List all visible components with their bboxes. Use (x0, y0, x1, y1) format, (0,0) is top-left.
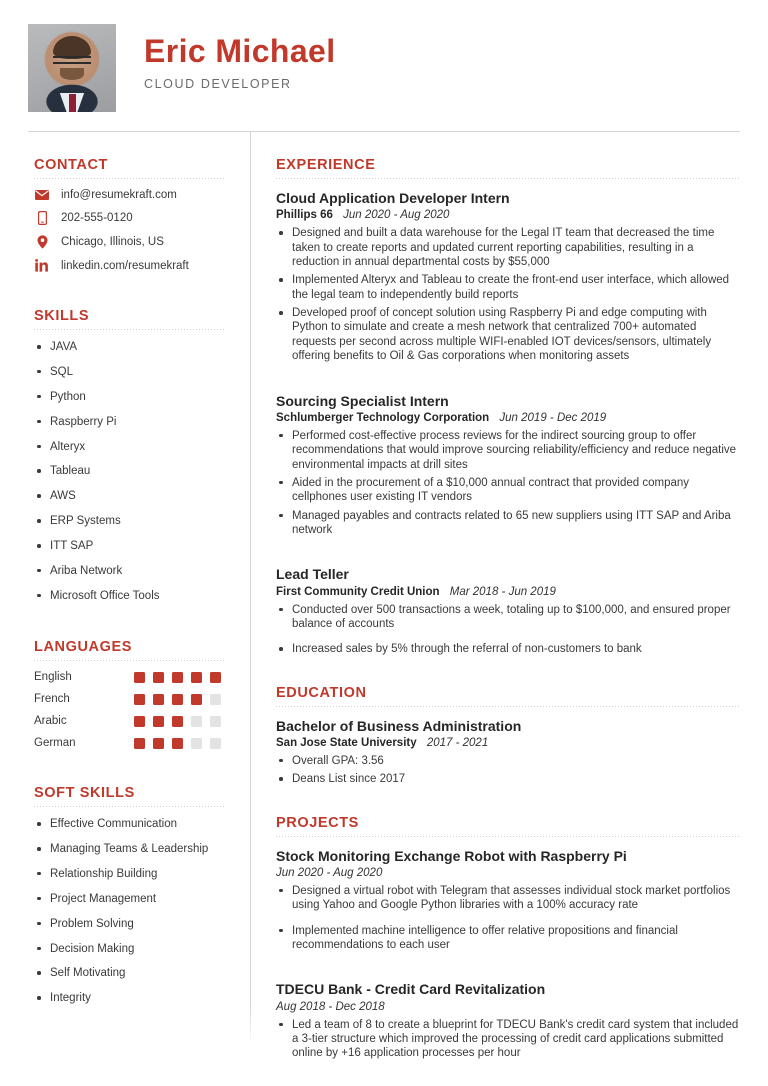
rating-square-filled (153, 694, 164, 705)
entry-dates: Aug 2018 - Dec 2018 (276, 1000, 385, 1013)
rating-square-filled (172, 738, 183, 749)
education-heading: EDUCATION (276, 684, 367, 701)
entry-meta (276, 586, 740, 598)
rating-square-filled (134, 694, 145, 705)
rating-square-filled (210, 672, 221, 683)
rating-square-filled (134, 716, 145, 727)
language-name: German (34, 737, 76, 750)
list-item: Project Management (34, 892, 224, 906)
contact-value: 202-555-0120 (61, 212, 133, 224)
contact-item-location[interactable] (34, 235, 224, 249)
list-item: Decision Making (34, 942, 224, 956)
rating-square-filled (172, 716, 183, 727)
rating-square-filled (191, 672, 202, 683)
spacer (34, 286, 224, 308)
experience-entry (276, 189, 740, 364)
language-name: English (34, 671, 72, 684)
languages-list (34, 671, 224, 749)
location-pin-icon (34, 235, 50, 249)
list-item: Raspberry Pi (34, 415, 224, 429)
list-item: ERP Systems (34, 514, 224, 528)
experience-heading: EXPERIENCE (276, 157, 376, 173)
rating-square-filled (134, 738, 145, 749)
experience-entry (276, 392, 740, 538)
entry-meta (276, 412, 740, 424)
education-section (276, 685, 740, 787)
list-item: Designed and built a data warehouse for the Legal IT team that decreased the time taken to create reports and updated current reporting capabilities, resulting in a reduction in annual departmental costs by $55,000 (276, 226, 740, 269)
list-item: Led a team of 8 to create a blueprint for TDECU Bank's credit card system that included a 3-tier structure which improved the processing of credit card applications submitted online by +16 application processes per hour (276, 1018, 740, 1061)
entry-title: Lead Teller (276, 566, 349, 583)
sidebar (0, 147, 250, 1075)
list-item: Relationship Building (34, 867, 224, 881)
rating-square-filled (172, 694, 183, 705)
rating-square-filled (134, 672, 145, 683)
list-item: AWS (34, 489, 224, 503)
main-column (250, 147, 768, 1075)
list-item: SQL (34, 365, 224, 379)
list-item: ITT SAP (34, 539, 224, 553)
language-row (34, 737, 224, 749)
rating-square-filled (191, 694, 202, 705)
entry-title: Sourcing Specialist Intern (276, 392, 449, 409)
language-row (34, 715, 224, 727)
language-name: Arabic (34, 715, 67, 728)
linkedin-icon (34, 259, 50, 272)
section-rule (276, 836, 740, 837)
section-rule (34, 806, 224, 807)
photo-tie (69, 94, 75, 112)
rating-square-empty (210, 694, 221, 705)
projects-heading: PROJECTS (276, 814, 359, 831)
rating-square-filled (172, 672, 183, 683)
column-divider (250, 131, 251, 1045)
entry-bullets (276, 884, 740, 953)
list-item: Overall GPA: 3.56 (276, 754, 740, 768)
header-divider (28, 131, 740, 132)
projects-section (276, 815, 740, 1061)
profile-photo (28, 24, 116, 112)
language-rating (134, 694, 221, 705)
entry-org: San Jose State University (276, 736, 417, 749)
rating-square-empty (191, 738, 202, 749)
spacer (276, 551, 740, 565)
skills-section (34, 308, 224, 603)
languages-section (34, 639, 224, 749)
entry-meta (276, 737, 740, 749)
soft-skills-heading: SOFT SKILLS (34, 785, 135, 802)
project-entry (276, 847, 740, 953)
photo-beard (60, 68, 85, 80)
rating-square-filled (153, 738, 164, 749)
list-item: Tableau (34, 464, 224, 478)
resume-body (0, 131, 768, 1075)
phone-icon (34, 211, 50, 225)
entry-dates: Jun 2020 - Aug 2020 (276, 866, 383, 879)
list-item: Aided in the procurement of a $10,000 annual contract that provided company cellphones user existing IT vendors (276, 476, 740, 505)
list-item: Microsoft Office Tools (34, 589, 224, 603)
contact-value: Chicago, Illinois, US (61, 236, 164, 248)
language-row (34, 693, 224, 705)
spacer (276, 671, 740, 685)
list-item: Deans List since 2017 (276, 772, 740, 786)
rating-square-filled (153, 672, 164, 683)
language-name: French (34, 693, 70, 706)
rating-square-empty (210, 716, 221, 727)
language-row (34, 671, 224, 683)
name-block (116, 24, 336, 91)
entry-bullets (276, 603, 740, 657)
contact-value: info@resumekraft.com (61, 189, 177, 201)
entry-dates: 2017 - 2021 (426, 736, 489, 749)
entry-dates: Mar 2018 - Jun 2019 (449, 585, 556, 598)
contact-item-phone[interactable] (34, 211, 224, 225)
spacer (276, 966, 740, 980)
language-rating (134, 672, 221, 683)
contact-value: linkedin.com/resumekraft (61, 259, 189, 272)
entry-bullets (276, 429, 740, 538)
education-entry (276, 717, 740, 787)
list-item: Python (34, 390, 224, 404)
spacer (276, 378, 740, 392)
entry-bullets (276, 754, 740, 787)
list-item: Ariba Network (34, 564, 224, 578)
entry-title: Cloud Application Developer Intern (276, 190, 510, 206)
list-item: Effective Communication (34, 817, 224, 831)
rating-square-empty (210, 738, 221, 749)
experience-section (276, 157, 740, 657)
contact-section (34, 157, 224, 272)
candidate-job-title: CLOUD DEVELOPER (144, 77, 292, 92)
project-entry (276, 980, 740, 1060)
resume-header (0, 0, 768, 131)
rating-square-empty (191, 716, 202, 727)
list-item: Self Motivating (34, 966, 224, 980)
entry-org: Phillips 66 (276, 209, 333, 222)
list-item: Designed a virtual robot with Telegram that assesses individual stock market portfolios using Yahoo and Google Python libraries with a 100% accuracy rate (276, 884, 740, 913)
candidate-name: Eric Michael (144, 33, 336, 69)
languages-heading: LANGUAGES (34, 639, 133, 656)
list-item: Integrity (34, 991, 224, 1005)
section-rule (276, 706, 740, 707)
entry-title: Bachelor of Business Administration (276, 717, 522, 734)
language-rating (134, 738, 221, 749)
list-item: Implemented machine intelligence to offer relative propositions and financial recommendations to each user (276, 924, 740, 953)
rating-square-filled (153, 716, 164, 727)
section-rule (34, 660, 224, 661)
section-rule (34, 329, 224, 330)
spacer (34, 763, 224, 785)
list-item: Managing Teams & Leadership (34, 842, 224, 856)
entry-meta (276, 867, 740, 879)
entry-dates: Jun 2019 - Dec 2019 (499, 411, 607, 424)
skills-heading: SKILLS (34, 308, 90, 324)
spacer (34, 617, 224, 639)
entry-meta (276, 1001, 740, 1013)
soft-skills-section (34, 785, 224, 1006)
list-item: Alteryx (34, 440, 224, 454)
contact-item-email[interactable] (34, 189, 224, 201)
section-rule (34, 178, 224, 179)
list-item: JAVA (34, 340, 224, 354)
entry-bullets (276, 1018, 740, 1061)
photo-glasses (53, 56, 92, 64)
section-rule (276, 178, 740, 179)
language-rating (134, 716, 221, 727)
entry-title: Stock Monitoring Exchange Robot with Raspberry Pi (276, 847, 627, 864)
list-item: Increased sales by 5% through the referral of non-customers to bank (276, 642, 740, 656)
list-item: Implemented Alteryx and Tableau to create the front-end user interface, which allowed the legal team to independently build reports (276, 273, 740, 302)
list-item: Developed proof of concept solution using Raspberry Pi and edge computing with Python to simulate and create a mesh network that centralized 700+ automated requests per second across multiple WIFI-enabled IOT devices/sensors, ultimately offering benefits to Oil & Gas corporations when monitoring assets (276, 306, 740, 364)
contact-item-linkedin[interactable] (34, 259, 224, 272)
entry-meta (276, 209, 740, 221)
envelope-icon (34, 190, 50, 200)
soft-skills-list (34, 817, 224, 1006)
entry-org: First Community Credit Union (276, 585, 440, 598)
list-item: Performed cost-effective process reviews for the indirect sourcing group to offer recommendations that would improve sourcing reliability/efficiency and reduce negative environmental impacts at drill sites (276, 429, 740, 472)
experience-entry (276, 565, 740, 656)
entry-title: TDECU Bank - Credit Card Revitalization (276, 981, 546, 998)
list-item: Managed payables and contracts related to 65 new suppliers using ITT SAP and Ariba network (276, 509, 740, 538)
contact-list (34, 189, 224, 272)
entry-dates: Jun 2020 - Aug 2020 (343, 209, 450, 222)
list-item: Problem Solving (34, 917, 224, 931)
entry-bullets (276, 226, 740, 363)
entry-org: Schlumberger Technology Corporation (276, 411, 490, 424)
contact-heading: CONTACT (34, 157, 109, 173)
spacer (276, 801, 740, 815)
skills-list (34, 340, 224, 603)
list-item: Conducted over 500 transactions a week, totaling up to $100,000, and ensured proper balance of accounts (276, 603, 740, 632)
